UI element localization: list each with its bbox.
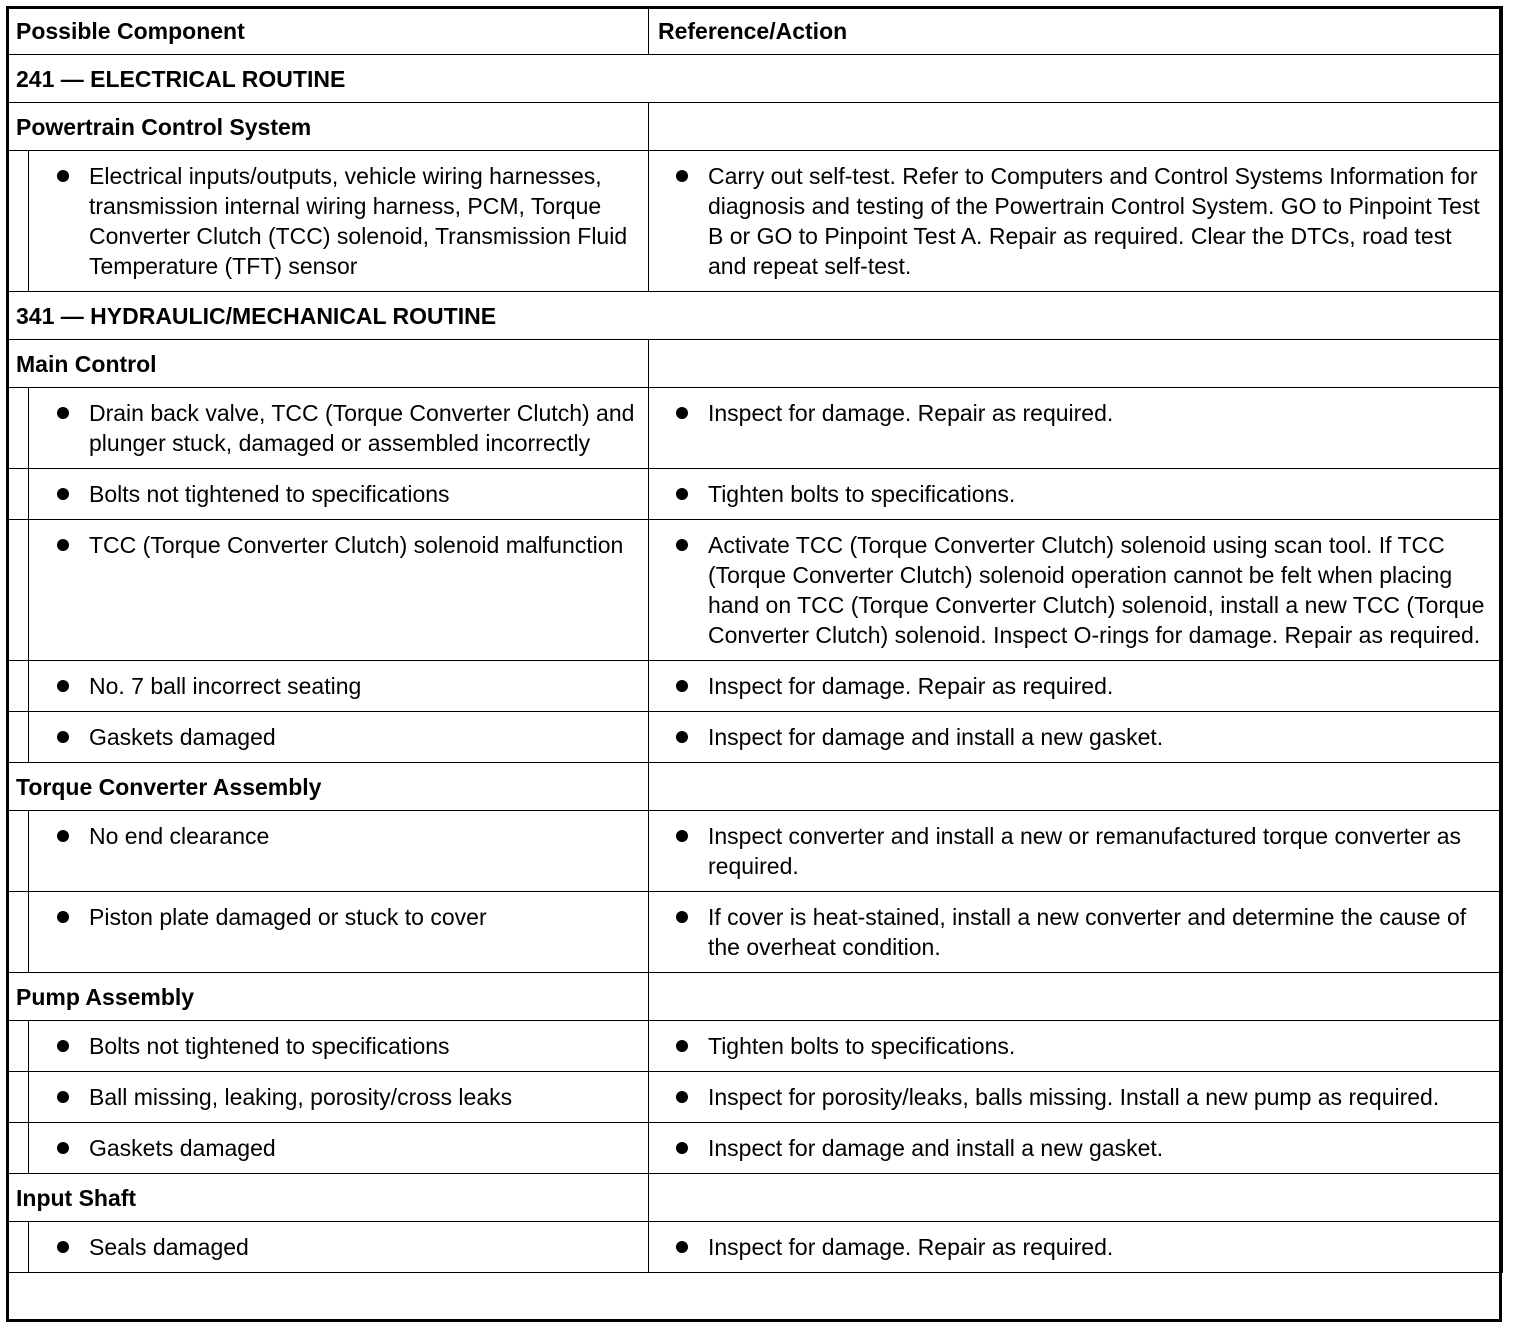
component-text: No. 7 ball incorrect seating	[89, 673, 362, 699]
action-text: Tighten bolts to specifications.	[708, 1033, 1016, 1059]
component-text: Electrical inputs/outputs, vehicle wiring harnesses, transmission internal wiring harness, PCM, Torque Converter Clutch (TCC) solenoid, Transmission Fluid Temperature (TFT) sensor	[89, 163, 628, 279]
component-text: No end clearance	[89, 823, 270, 849]
component-text: Ball missing, leaking, porosity/cross leaks	[89, 1084, 513, 1110]
component-text: Seals damaged	[89, 1234, 249, 1260]
action-text: Inspect for damage. Repair as required.	[708, 673, 1114, 699]
group-title: Input Shaft	[7, 1174, 649, 1222]
component-text: Piston plate damaged or stuck to cover	[89, 904, 487, 930]
component-text: Bolts not tightened to specifications	[89, 481, 450, 507]
component-text: Bolts not tightened to specifications	[89, 1033, 450, 1059]
group-title: Torque Converter Assembly	[7, 763, 649, 811]
action-text: Inspect for damage and install a new gasket.	[708, 724, 1164, 750]
group-title: Pump Assembly	[7, 973, 649, 1021]
group-title: Powertrain Control System	[7, 103, 649, 151]
action-text: Carry out self-test. Refer to Computers and Control Systems Information for diagnosis and testing of the Powertrain Control System. GO to Pinpoint Test B or GO to Pinpoint Test A. Repair as required. Clear the DTCs, road test and repeat self-test.	[708, 163, 1480, 279]
action-text: Inspect for damage. Repair as required.	[708, 1234, 1114, 1260]
action-text: Inspect for porosity/leaks, balls missing. Install a new pump as required.	[708, 1084, 1440, 1110]
component-text: Drain back valve, TCC (Torque Converter Clutch) and plunger stuck, damaged or assembled incorrectly	[89, 400, 635, 456]
header-reference-action: Reference/Action	[649, 7, 1503, 55]
component-text: Gaskets damaged	[89, 1135, 276, 1161]
section-title: 341 — HYDRAULIC/MECHANICAL ROUTINE	[7, 292, 1503, 340]
action-text: Inspect converter and install a new or remanufactured torque converter as required.	[708, 823, 1462, 879]
action-text: If cover is heat-stained, install a new converter and determine the cause of the overheat condition.	[708, 904, 1467, 960]
group-title: Main Control	[7, 340, 649, 388]
table-outer-border	[6, 6, 1502, 1322]
section-title: 241 — ELECTRICAL ROUTINE	[7, 55, 1503, 103]
action-text: Inspect for damage and install a new gasket.	[708, 1135, 1164, 1161]
action-text: Inspect for damage. Repair as required.	[708, 400, 1114, 426]
header-possible-component: Possible Component	[7, 7, 649, 55]
component-text: TCC (Torque Converter Clutch) solenoid malfunction	[89, 532, 624, 558]
component-text: Gaskets damaged	[89, 724, 276, 750]
action-text: Activate TCC (Torque Converter Clutch) solenoid using scan tool. If TCC (Torque Converter Clutch) solenoid operation cannot be felt when placing hand on TCC (Torque Converter Clutch) solenoid, install a new TCC (Torque Converter Clutch) solenoid. Inspect O-rings for damage. Repair as required.	[708, 532, 1485, 648]
action-text: Tighten bolts to specifications.	[708, 481, 1016, 507]
